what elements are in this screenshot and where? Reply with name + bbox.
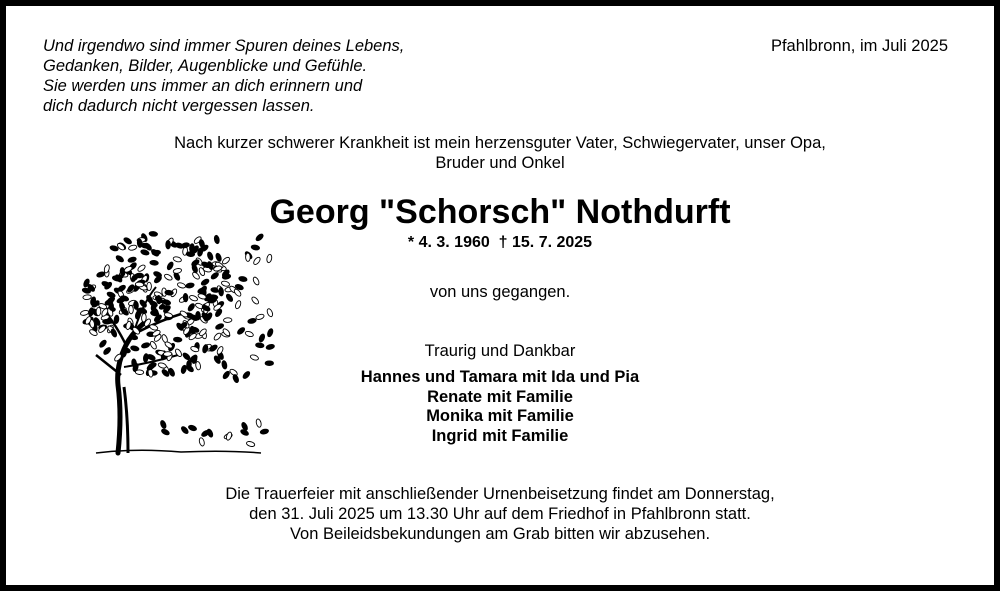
windblown-tree-icon [66, 195, 276, 460]
family-entry: Renate mit Familie [427, 387, 573, 406]
place-date: Pfahlbronn, im Juli 2025 [770, 37, 948, 55]
service-line-1: Die Trauerfeier mit anschließender Urnenbeisetzung findet am Donnerstag, [225, 485, 775, 503]
intro-text [0, 133, 1000, 173]
passed-text: von uns gegangen. [429, 283, 571, 301]
poem-line-2: Gedanken, Bilder, Augenblicke und Gefühle. [43, 57, 368, 75]
family-entry: Ingrid mit Familie [431, 426, 569, 445]
memorial-poem [43, 36, 404, 116]
service-info [0, 484, 1000, 544]
family-entry: Hannes und Tamara mit Ida und Pia [360, 368, 640, 386]
intro-line-2: Bruder und Onkel [435, 154, 565, 172]
service-line-3: Von Beileidsbekundungen am Grab bitten wir abzusehen. [289, 525, 711, 543]
poem-line-4: dich dadurch nicht vergessen lassen. [43, 97, 315, 115]
tree-leaves [80, 231, 275, 447]
poem-line-3: Sie werden uns immer an dich erinnern und [43, 77, 363, 95]
service-line-2: den 31. Juli 2025 um 13.30 Uhr auf dem Friedhof in Pfahlbronn statt. [249, 505, 751, 523]
life-dates: * 4. 3. 1960 † 15. 7. 2025 [407, 234, 593, 251]
family-entry: Monika mit Familie [426, 407, 574, 425]
poem-line-1: Und irgendwo sind immer Spuren deines Lebens, [43, 37, 405, 55]
mourning-heading: Traurig und Dankbar [424, 342, 576, 360]
deceased-name: Georg "Schorsch" Nothdurft [269, 193, 731, 231]
intro-line-1: Nach kurzer schwerer Krankheit ist mein herzensguter Vater, Schwiegervater, unser Opa, [174, 134, 826, 152]
